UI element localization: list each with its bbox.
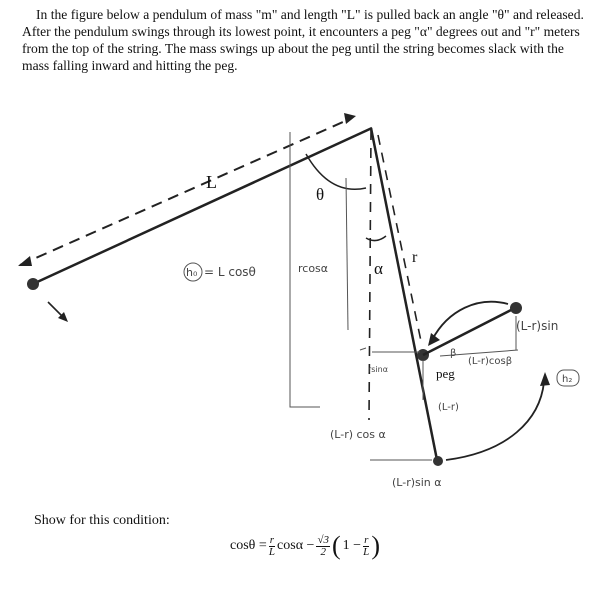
mass-pulled-back	[27, 278, 39, 290]
eq-f3-num: r	[364, 533, 369, 546]
eq-fraction-r-over-L	[269, 535, 275, 558]
swing-arrowhead	[540, 372, 550, 386]
eq-fraction-sqrt3-over-2	[316, 535, 330, 558]
eq-mid: cosα −	[277, 538, 315, 553]
eq-f2-num: √3	[317, 533, 329, 546]
swing-arc	[446, 382, 544, 460]
show-label: Show for this condition:	[34, 513, 170, 528]
dashed-arrowhead-left	[18, 256, 32, 266]
note-Lr-cosa: (L-r) cos α	[330, 428, 386, 441]
vertical-reference-dashed	[369, 130, 371, 420]
note-Lr-sin: (L-r)sin	[516, 319, 559, 333]
note-rcosa: rcosα	[298, 262, 329, 275]
note-Lr: (L-r)	[438, 402, 459, 413]
note-h0-expr: = L cosθ	[204, 265, 256, 279]
note-h0: h₀	[186, 266, 198, 279]
eq-paren-open: (	[332, 531, 341, 560]
eq-f1-num: r	[269, 533, 275, 546]
dashed-swing-line	[20, 118, 352, 265]
eq-lhs: cosθ =	[230, 538, 267, 553]
label-r: r	[412, 249, 418, 266]
pendulum-string-hanging	[371, 128, 437, 460]
theta-arc	[306, 154, 366, 189]
label-theta: θ	[316, 185, 325, 204]
label-alpha: α	[374, 259, 383, 278]
r-dashed-line	[378, 135, 422, 346]
target-equation	[230, 533, 380, 559]
note-rsina: rsinα	[368, 365, 389, 374]
label-L: L	[206, 172, 217, 192]
eq-one-minus: 1 −	[342, 538, 362, 553]
note-h2: h₂	[562, 374, 573, 385]
pendulum-string-pulled	[35, 128, 372, 283]
eq-fraction-r-over-L-2	[363, 535, 369, 558]
problem-text: In the figure below a pendulum of mass "m" and length "L" is pulled back an angle "θ" and released. After the pendulum swings through its lowest point, it encounters a peg "α" degrees out and "r" meters from the top of the string. The mass swings up about the peg until the string becomes slack with the mass falling inward and hitting the peg.	[22, 7, 584, 73]
mass-swung-up	[510, 302, 522, 314]
mass-lowest-point	[433, 456, 443, 466]
label-peg: peg	[436, 366, 455, 381]
eq-f2-den: 2	[320, 545, 326, 558]
eq-f3-den: L	[363, 545, 370, 558]
eq-f1-den: L	[268, 545, 275, 558]
eq-paren-close: )	[371, 531, 381, 560]
alpha-arc	[366, 236, 386, 241]
rcosa-line	[346, 178, 348, 330]
note-Lr-sina: (L-r)sin α	[392, 476, 442, 489]
note-Lr-cosB: (L-r)cosβ	[468, 356, 513, 367]
dashed-arrowhead-right	[344, 113, 356, 124]
fall-arc	[432, 302, 508, 340]
note-beta: β	[450, 348, 457, 359]
